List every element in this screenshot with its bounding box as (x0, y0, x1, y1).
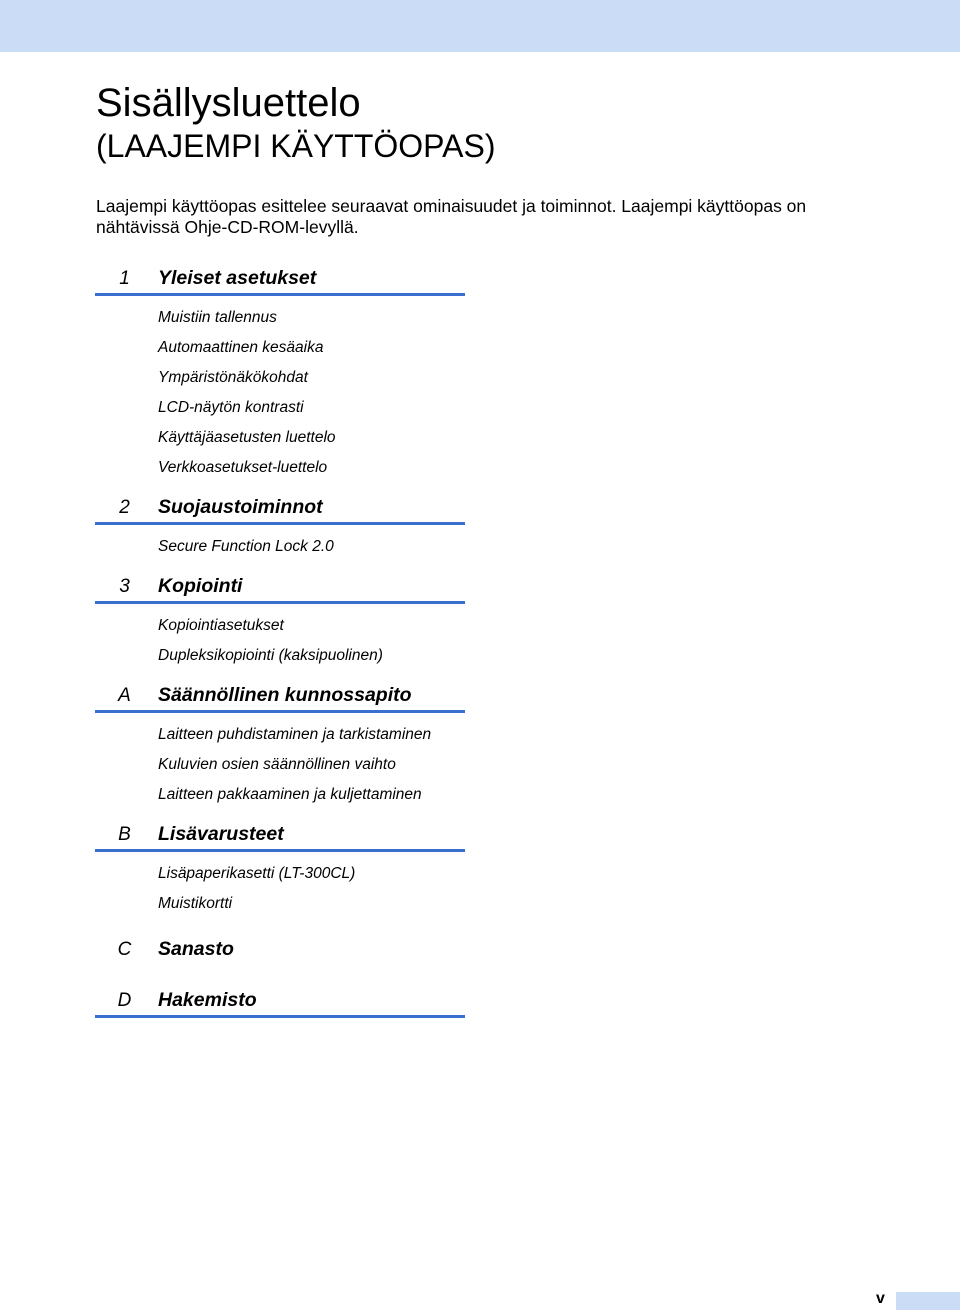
toc-appendix-c (95, 933, 465, 964)
toc-item[interactable]: Ympäristönäkökohdat (158, 369, 308, 386)
chapter-items (95, 852, 465, 919)
chapter-number: 1 (119, 268, 130, 289)
toc-item[interactable]: Laitteen pakkaaminen ja kuljettaminen (158, 786, 422, 803)
chapter-heading[interactable] (95, 818, 465, 852)
toc-item[interactable]: Dupleksikopiointi (kaksipuolinen) (158, 647, 383, 664)
toc-item[interactable]: Muistikortti (158, 895, 233, 912)
toc-item[interactable]: Secure Function Lock 2.0 (158, 538, 334, 555)
chapter-heading[interactable] (95, 570, 465, 604)
header-band (0, 0, 960, 52)
chapter-title: Lisävarusteet (158, 823, 284, 845)
toc-appendix-d (95, 984, 465, 1018)
toc-item[interactable]: Laitteen puhdistaminen ja tarkistaminen (158, 726, 432, 743)
chapter-number: A (118, 685, 131, 706)
toc-item[interactable]: Verkkoasetukset-luettelo (158, 459, 328, 476)
intro-paragraph: Laajempi käyttöopas esittelee seuraavat ominaisuudet ja toiminnot. Laajempi käyttöopas on nähtävissä Ohje-CD-ROM-levyllä. (96, 196, 807, 237)
toc-item[interactable]: Kopiointiasetukset (158, 617, 284, 634)
chapter-heading[interactable] (95, 262, 465, 296)
title-block (96, 80, 896, 166)
chapter-number: C (117, 939, 132, 960)
page-number: v (876, 1290, 885, 1307)
toc-chapter-1 (95, 262, 465, 483)
toc-item[interactable]: Kuluvien osien säännöllinen vaihto (158, 756, 396, 773)
chapter-items (95, 525, 465, 562)
chapter-heading[interactable] (95, 679, 465, 713)
chapter-heading[interactable] (95, 933, 465, 964)
chapter-title: Kopiointi (158, 575, 243, 597)
chapter-title: Säännöllinen kunnossapito (158, 684, 412, 706)
page-subtitle: (LAAJEMPI KÄYTTÖOPAS) (96, 128, 496, 164)
toc-appendix-a (95, 679, 465, 810)
toc-chapter-3 (95, 570, 465, 671)
chapter-heading[interactable] (95, 491, 465, 525)
toc-item[interactable]: Automaattinen kesäaika (158, 339, 324, 356)
chapter-number: 3 (119, 576, 130, 597)
toc-appendix-b (95, 818, 465, 919)
chapter-number: D (117, 990, 132, 1011)
chapter-items (95, 713, 465, 810)
toc-item[interactable]: Käyttäjäasetusten luettelo (158, 429, 336, 446)
table-of-contents (95, 262, 465, 1018)
chapter-title: Hakemisto (158, 989, 257, 1011)
page-number-bar (896, 1292, 960, 1310)
toc-item[interactable]: Lisäpaperikasetti (LT-300CL) (158, 865, 356, 882)
toc-chapter-2 (95, 491, 465, 562)
toc-item[interactable]: Muistiin tallennus (158, 309, 277, 326)
chapter-items (95, 296, 465, 483)
chapter-heading[interactable] (95, 984, 465, 1018)
chapter-title: Yleiset asetukset (158, 267, 317, 289)
toc-item[interactable]: LCD-näytön kontrasti (158, 399, 304, 416)
chapter-title: Sanasto (158, 938, 234, 960)
chapter-title: Suojaustoiminnot (158, 496, 323, 518)
chapter-number: B (118, 824, 131, 845)
page-title: Sisällysluettelo (96, 81, 361, 125)
chapter-items (95, 604, 465, 671)
chapter-number: 2 (119, 497, 130, 518)
